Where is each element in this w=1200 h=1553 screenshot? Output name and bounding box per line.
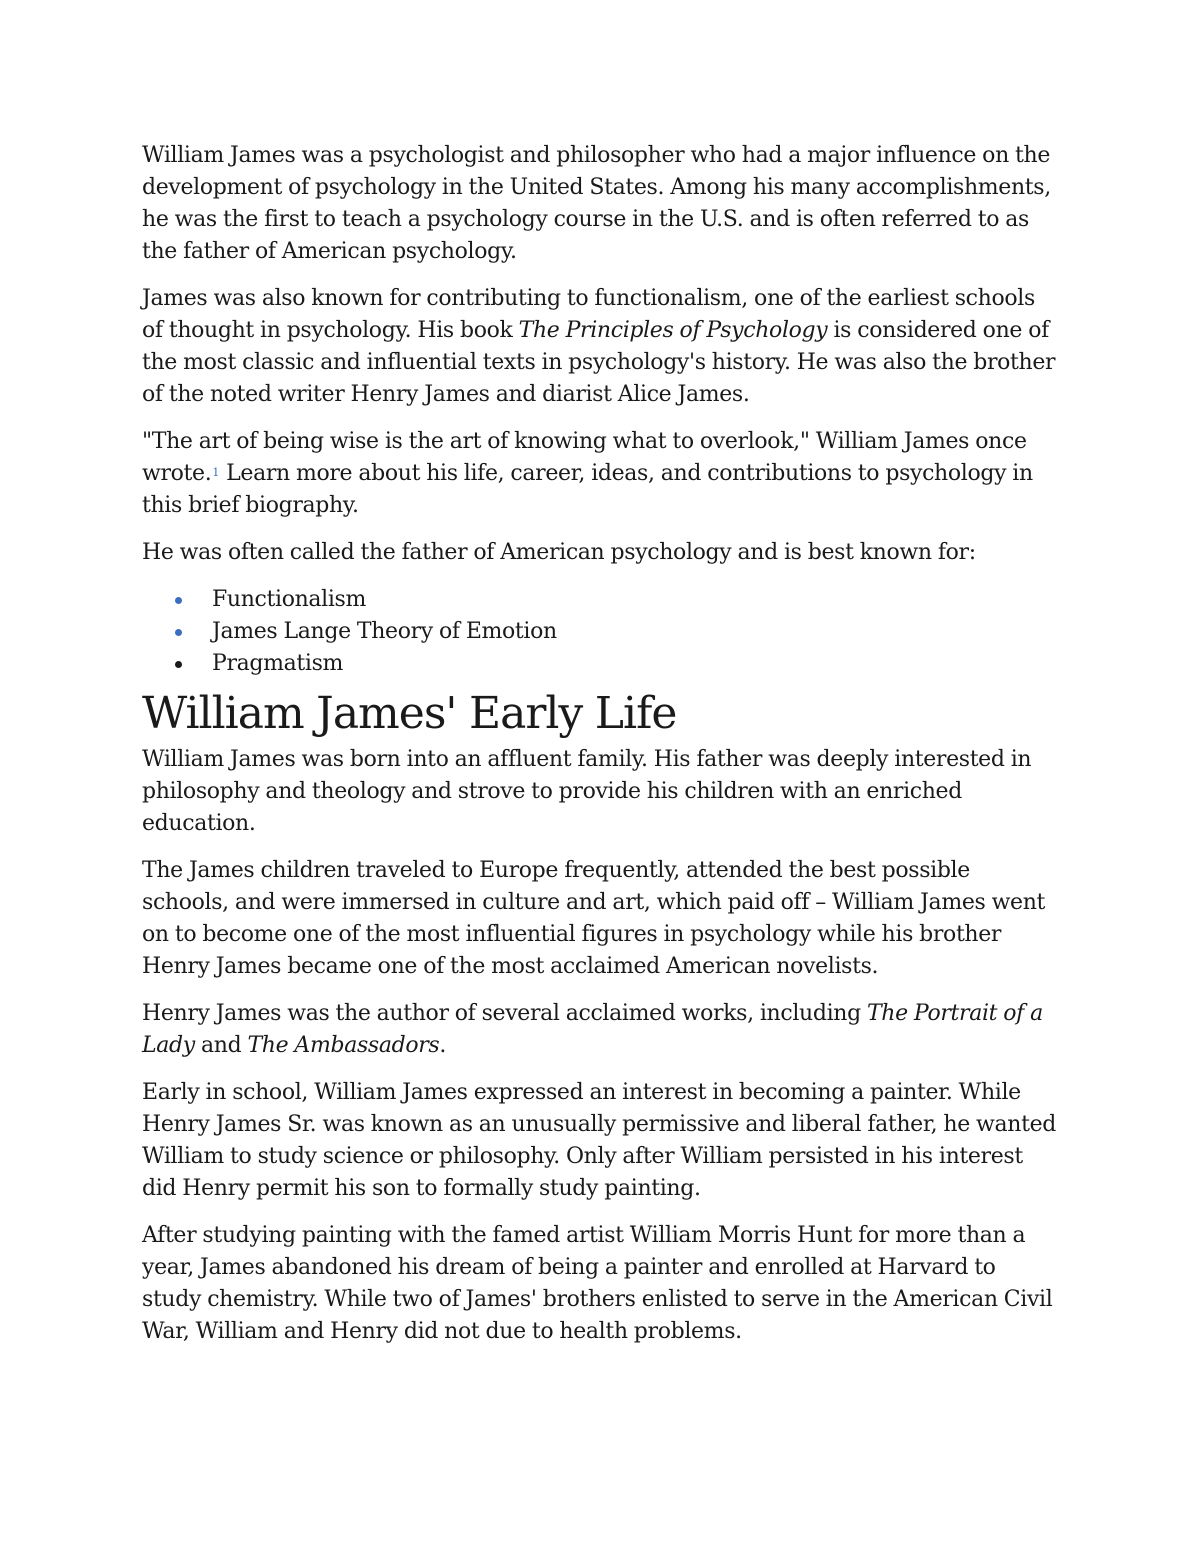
- list-item-label: Functionalism: [212, 587, 367, 612]
- bullet-dot-icon: [175, 629, 182, 636]
- intro-p2-text-after: is considered one of the most classic and influential texts in psychology's history. He was also the brother of the noted writer Henry James and diarist Alice James.: [142, 318, 1056, 407]
- book-title-portrait: The Portrait of a Lady: [142, 1001, 1043, 1058]
- early-life-p3-text-after: .: [439, 1033, 446, 1058]
- document-page: [142, 140, 1058, 1363]
- book-title-ambassadors: The Ambassadors: [247, 1033, 440, 1058]
- intro-paragraph-3: [142, 426, 1058, 522]
- intro-paragraph-2: [142, 283, 1058, 411]
- bullet-dot-icon: [175, 661, 182, 668]
- list-item: [142, 616, 1058, 648]
- list-item-label: James Lange Theory of Emotion: [212, 619, 557, 644]
- early-life-paragraph-5: After studying painting with the famed artist William Morris Hunt for more than a year, James abandoned his dream of being a painter and enrolled at Harvard to study chemistry. While two of James' brothers enlisted to serve in the American Civil War, William and Henry did not due to health problems.: [142, 1223, 1053, 1344]
- list-item-label: Pragmatism: [212, 651, 344, 676]
- list-item: [142, 584, 1058, 616]
- intro-paragraph-4: He was often called the father of American psychology and is best known for:: [142, 540, 976, 565]
- intro-p3-text-after: Learn more about his life, career, ideas, and contributions to psychology in this brief biography.: [142, 461, 1033, 518]
- bullet-dot-icon: [175, 597, 182, 604]
- intro-p2-text-before: James was also known for contributing to functionalism, one of the earliest schools of thought in psychology. His book: [142, 286, 1035, 343]
- early-life-p3-text-mid: and: [194, 1033, 248, 1058]
- early-life-paragraph-4: Early in school, William James expressed an interest in becoming a painter. While Henry James Sr. was known as an unusually permissive and liberal father, he wanted William to study science or philosophy. Only after William persisted in his interest did Henry permit his son to formally study painting.: [142, 1080, 1056, 1201]
- early-life-paragraph-1: William James was born into an affluent family. His father was deeply interested in philosophy and theology and strove to provide his children with an enriched education.: [142, 747, 1032, 836]
- early-life-p3-text-before: Henry James was the author of several acclaimed works, including: [142, 1001, 867, 1026]
- section-heading-early-life: William James' Early Life: [142, 688, 677, 739]
- quote-text: "The art of being wise is the art of knowing what to overlook," William James once wrote.: [142, 429, 1027, 486]
- early-life-paragraph-3: [142, 998, 1058, 1062]
- early-life-paragraph-2: The James children traveled to Europe frequently, attended the best possible schools, and were immersed in culture and art, which paid off – William James went on to become one of the most influential figures in psychology while his brother Henry James became one of the most acclaimed American novelists.: [142, 858, 1046, 979]
- intro-paragraph-1: William James was a psychologist and philosopher who had a major influence on the development of psychology in the United States. Among his many accomplishments, he was the first to teach a psychology course in the U.S. and is often referred to as the father of American psychology.: [142, 143, 1051, 264]
- known-for-list: [142, 584, 1058, 680]
- footnote-link[interactable]: 1: [212, 466, 220, 479]
- book-title-principles: The Principles of Psychology: [518, 318, 828, 343]
- list-item: [142, 648, 1058, 680]
